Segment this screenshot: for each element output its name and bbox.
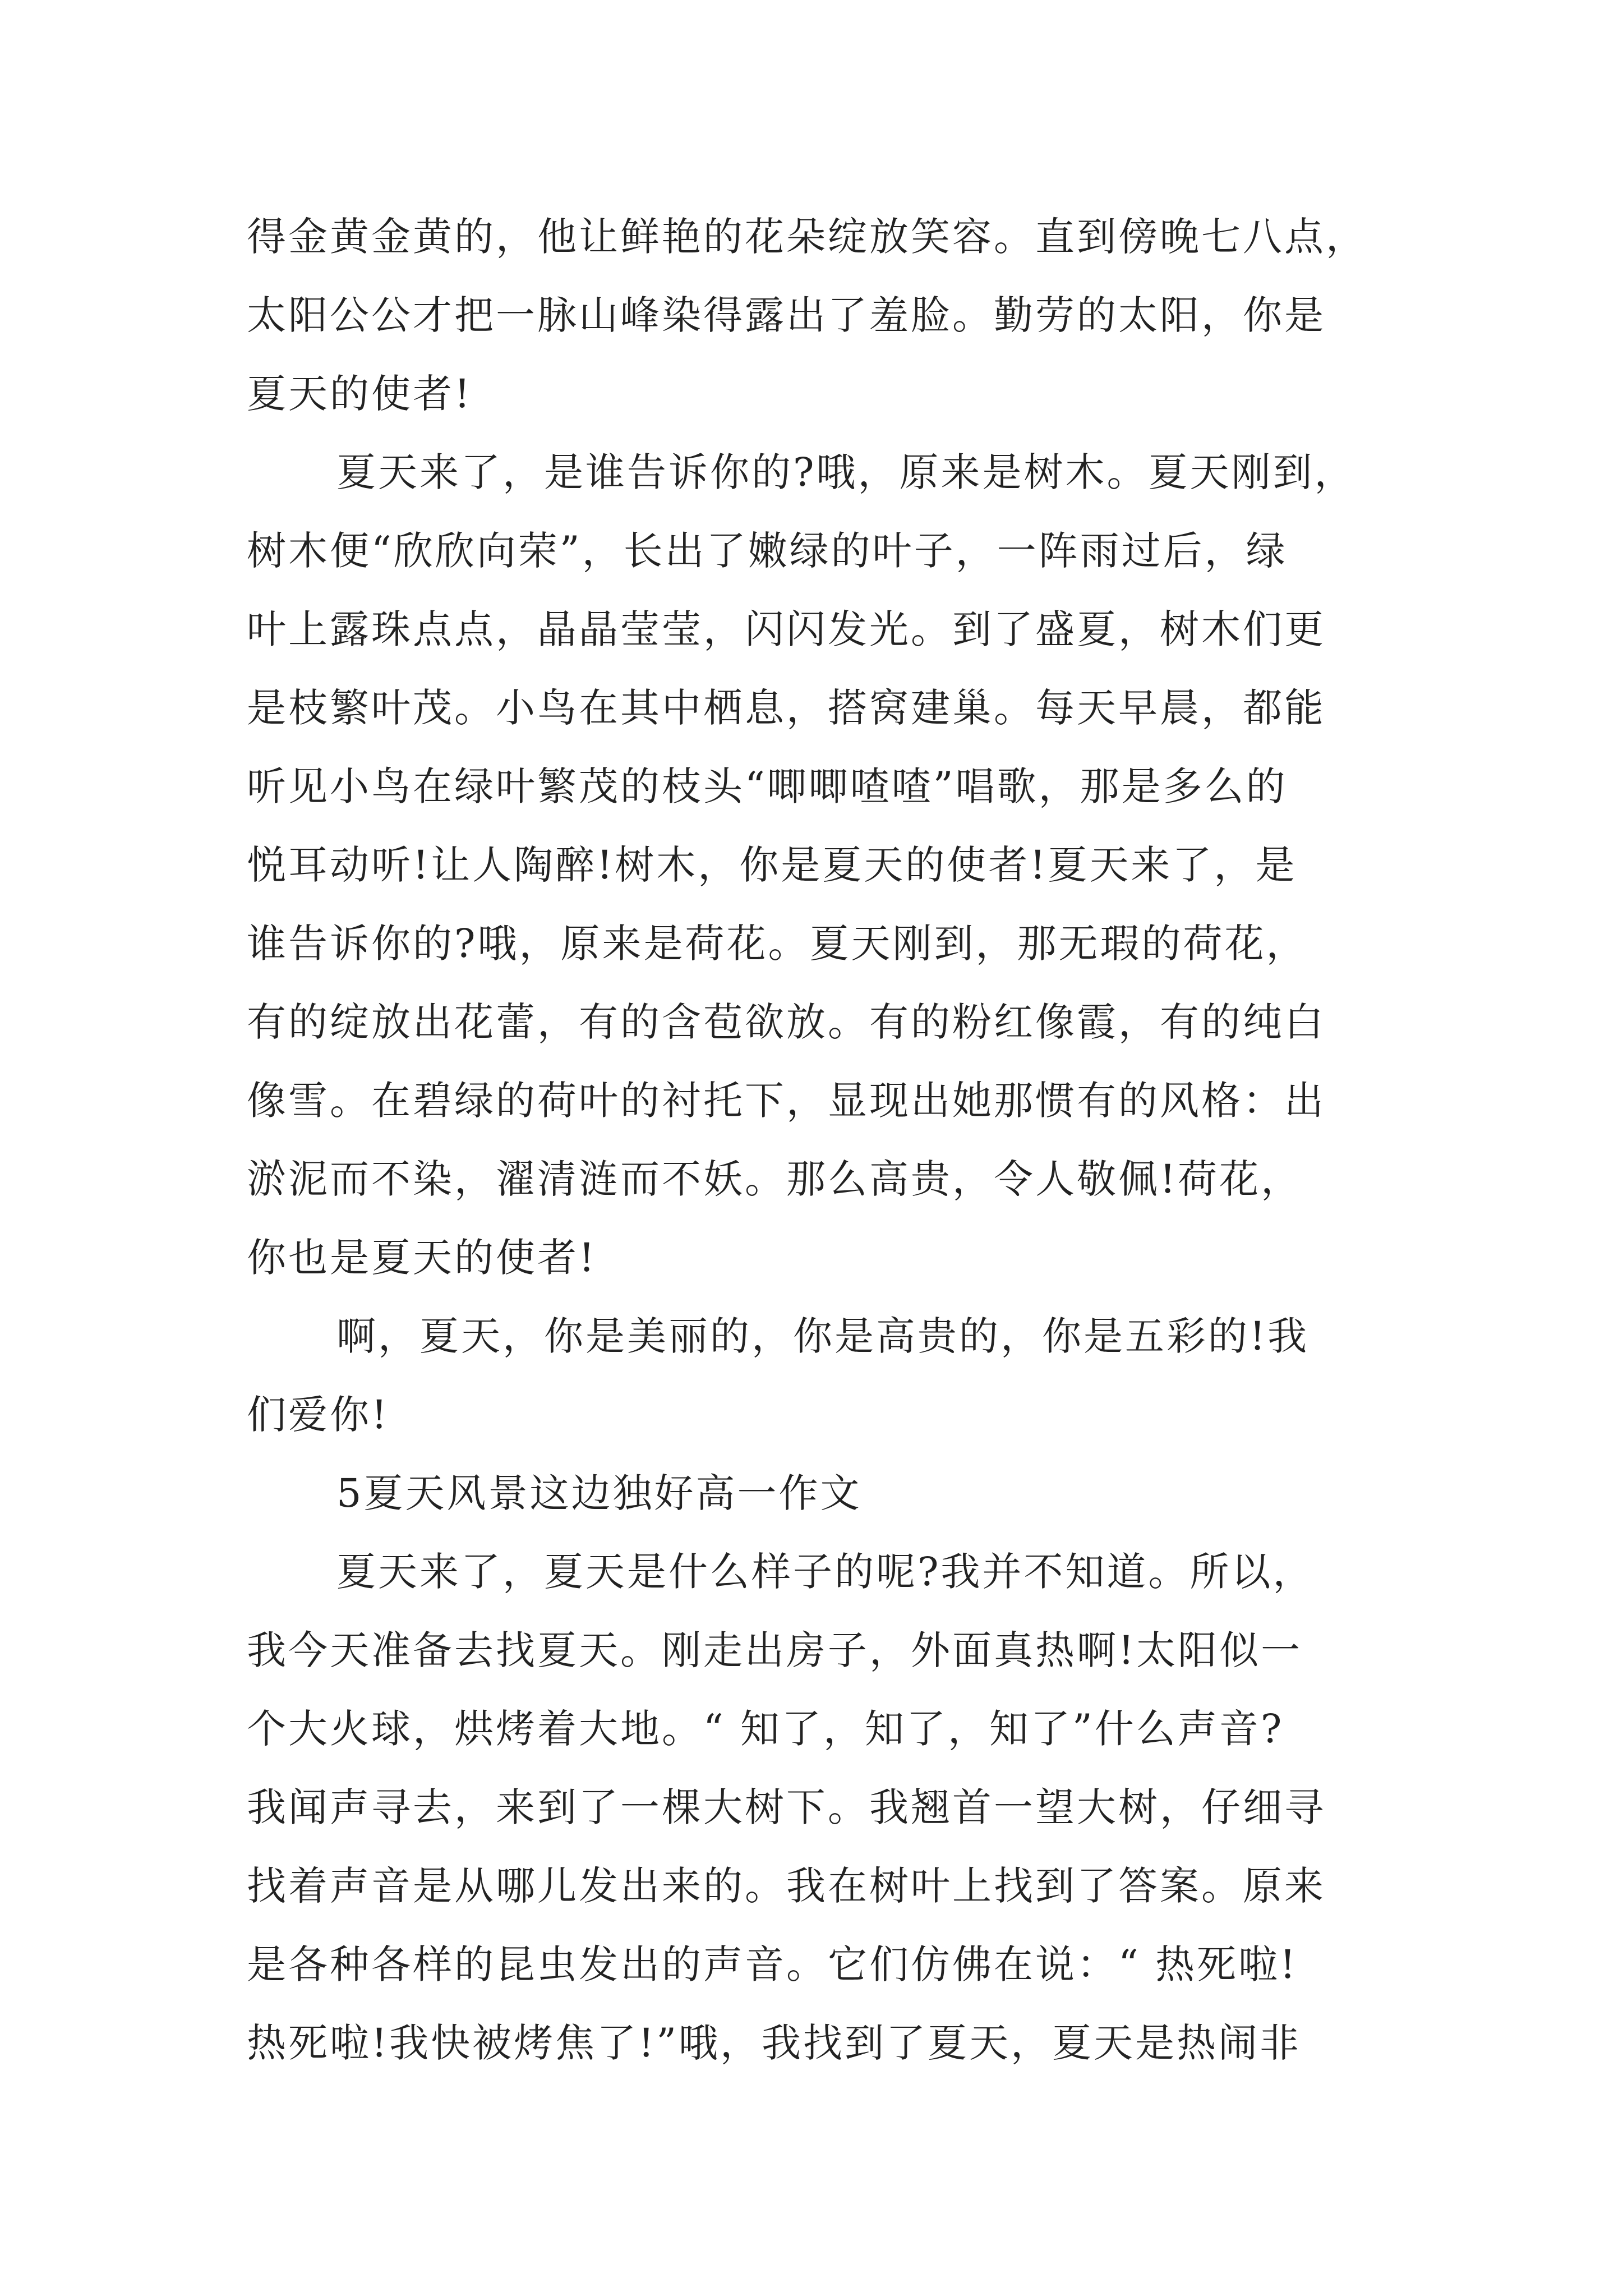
text-line: 悦耳动听!让人陶醉!树木，你是夏天的使者!夏天来了，是 [247,842,1297,888]
paragraph-start: 夏天来了，是谁告诉你的?哦，原来是树木。夏天刚到， [336,449,1356,495]
text-line: 是枝繁叶茂。小鸟在其中栖息，搭窝建巢。每天早晨，都能 [247,685,1326,731]
text-line: 听见小鸟在绿叶繁茂的枝头“唧唧喳喳”唱歌，那是多么的 [247,763,1288,809]
text-line: 有的绽放出花蕾，有的含苞欲放。有的粉红像霞，有的纯白 [247,999,1326,1045]
text-line: 我闻声寻去，来到了一棵大树下。我翘首一望大树，仔细寻 [247,1784,1326,1830]
text-line: 找着声音是从哪儿发出来的。我在树叶上找到了答案。原来 [247,1863,1326,1909]
text-line: 们爱你! [247,1392,390,1438]
section-heading: 5夏天风景这边独好高一作文 [336,1470,862,1516]
text-line: 夏天的使者! [247,371,473,417]
text-line: 太阳公公才把一脉山峰染得露出了羞脸。勤劳的太阳，你是 [247,292,1326,338]
paragraph-start: 啊，夏天，你是美丽的，你是高贵的，你是五彩的!我 [336,1313,1310,1359]
paragraph-start: 夏天来了，夏天是什么样子的呢?我并不知道。所以， [336,1549,1315,1595]
text-line: 是各种各样的昆虫发出的声音。它们仿佛在说：“ 热死啦! [247,1941,1298,1987]
text-line: 你也是夏天的使者! [247,1235,597,1281]
text-line: 我今天准备去找夏天。刚走出房子，外面真热啊!太阳似一 [247,1627,1303,1673]
text-line: 热死啦!我快被烤焦了!”哦，我找到了夏天，夏天是热闹非 [247,2020,1302,2066]
text-line: 谁告诉你的?哦，原来是荷花。夏天刚到，那无瑕的荷花， [247,921,1308,967]
text-line: 个大火球，烘烤着大地。“ 知了，知了，知了”什么声音? [247,1706,1284,1752]
text-line: 像雪。在碧绿的荷叶的衬托下，显现出她那惯有的风格：出 [247,1078,1326,1124]
text-line: 叶上露珠点点，晶晶莹莹，闪闪发光。到了盛夏，树木们更 [247,606,1326,652]
text-line: 得金黄金黄的，他让鲜艳的花朵绽放笑容。直到傍晚七八点， [247,214,1367,260]
text-line: 淤泥而不染，濯清涟而不妖。那么高贵，令人敬佩!荷花， [247,1156,1303,1202]
text-line: 树木便“欣欣向荣”，长出了嫩绿的叶子，一阵雨过后，绿 [247,528,1288,574]
